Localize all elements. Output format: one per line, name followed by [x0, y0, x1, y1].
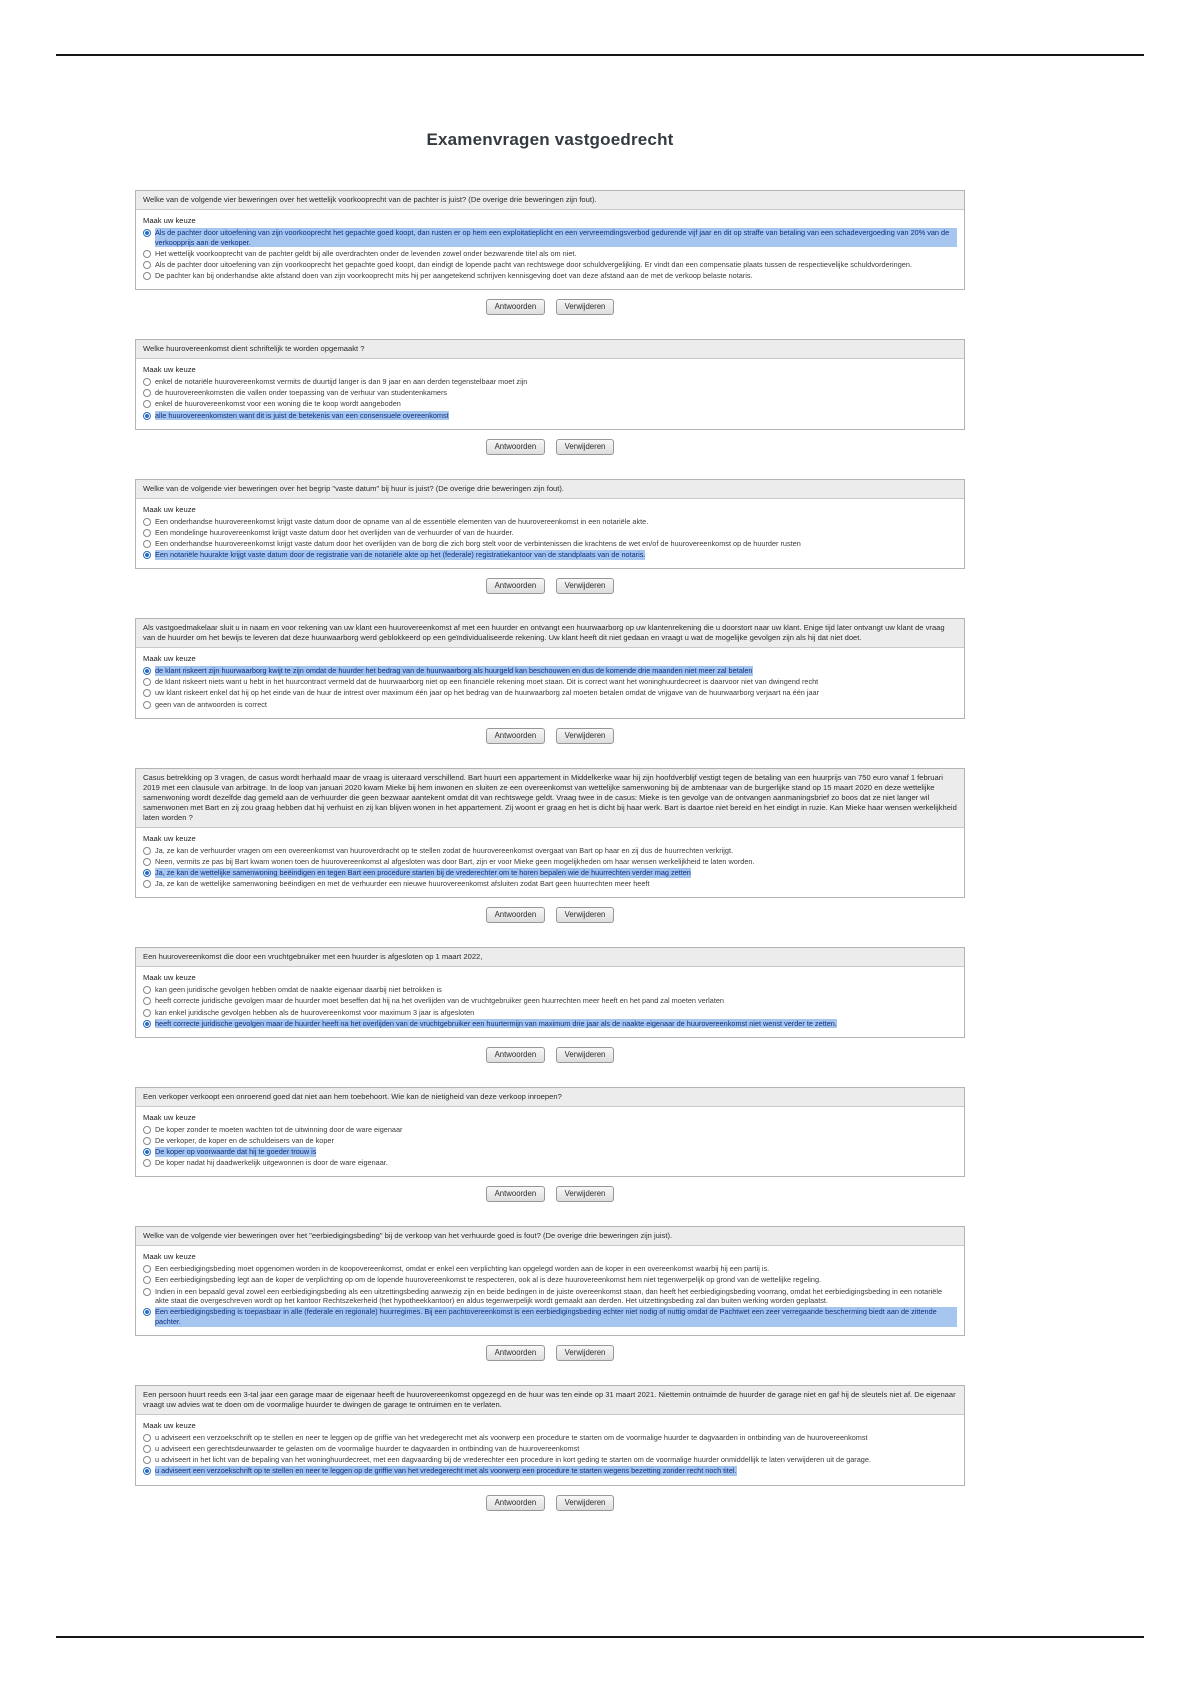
question-block — [135, 947, 965, 1038]
question-actions — [135, 436, 965, 455]
answer-option[interactable] — [143, 1455, 957, 1465]
question-unit — [135, 947, 965, 1063]
question-body — [136, 1107, 964, 1177]
answer-option[interactable] — [143, 1019, 957, 1029]
option-label: heeft correcte juridische gevolgen maar de huurder moet beseffen dat hij na het overlijden van de vruchtgebruiker geen huurrechten meer heeft en het pand zal moeten verlaten — [155, 996, 724, 1006]
question-actions — [135, 1044, 965, 1063]
option-label: Indien in een bepaald geval zowel een eerbiedigingsbeding als een uitzettingsbeding aanwezig zijn en beide bedingen in de juiste overeenkomst staan, dan heeft het eerbiedigingsbeding voorrang, omdat het eerbiedigingsbeding in een notariële akte staat die overgeschreven wordt op het kantoor Rechtszekerheid (het hypotheekkantoor) en aldus tegenwerpelijk wordt gemaakt aan derden. Het uitzettingsbeding zal dan buiten werking worden geplaatst. — [155, 1286, 943, 1306]
choice-prompt: Maak uw keuze — [143, 504, 196, 514]
option-label: De verkoper, de koper en de schuldeisers van de koper — [155, 1135, 334, 1145]
answer-option[interactable] — [143, 688, 957, 698]
answer-option[interactable] — [143, 528, 957, 538]
radio-icon[interactable] — [143, 272, 151, 280]
answer-option[interactable] — [143, 388, 957, 398]
radio-icon[interactable] — [143, 378, 151, 386]
option-label: Een mondelinge huurovereenkomst krijgt vaste datum door het overlijden van de verhuurder of van de huurder. — [155, 527, 514, 537]
radio-icon[interactable] — [143, 847, 151, 855]
delete-button[interactable]: Verwijderen — [556, 1345, 615, 1361]
answer-option[interactable] — [143, 228, 957, 247]
question-unit — [135, 1385, 965, 1511]
answer-option[interactable] — [143, 666, 957, 676]
answer-option[interactable] — [143, 550, 957, 560]
question-body — [136, 359, 964, 429]
question-actions — [135, 1492, 965, 1511]
radio-icon[interactable] — [143, 858, 151, 866]
option-label: kan enkel juridische gevolgen hebben als de huurovereenkomst voor maximum 3 jaar is afgesloten — [155, 1007, 475, 1017]
radio-icon[interactable] — [143, 1265, 151, 1273]
option-label: u adviseert een verzoekschrift op te stellen en neer te leggen op de griffie van het vredegerecht met als voorwerp een procedure te starten wegens bezetting zonder recht noch titel. — [155, 1466, 737, 1476]
answer-option[interactable] — [143, 1264, 957, 1274]
answer-option[interactable] — [143, 1158, 957, 1168]
options-group — [143, 1264, 957, 1326]
option-label: u adviseert een gerechtsdeurwaarder te gelasten om de voormalige huurder te dagvaarden in ontbinding van de huurovereenkomst — [155, 1444, 580, 1454]
radio-icon[interactable] — [143, 1009, 151, 1017]
question-text: Een huurovereenkomst die door een vruchtgebruiker met een huurder is afgesloten op 1 maart 2022, — [136, 948, 964, 967]
answer-option[interactable] — [143, 868, 957, 878]
radio-icon[interactable] — [143, 389, 151, 397]
answer-option[interactable] — [143, 377, 957, 387]
radio-selected-icon[interactable] — [143, 1467, 151, 1475]
delete-button[interactable]: Verwijderen — [556, 1186, 615, 1202]
option-label: Neen, vermits ze pas bij Bart kwam wonen toen de huurovereenkomst al afgesloten was door Bart, zijn er voor Mieke geen mogelijkheden om haar wensen werkelijkheid te laten worden. — [155, 856, 755, 866]
question-text: Welke huurovereenkomst dient schriftelijk te worden opgemaakt ? — [136, 340, 964, 359]
radio-selected-icon[interactable] — [143, 1308, 151, 1316]
option-label: Als de pachter door uitoefening van zijn voorkooprecht het gepachte goed koopt, dan rusten er op hem een exploitatieplicht en een vervreemdingsverbod gedurende vijf jaar en dit op straffe van betaling van een schadevergoeding van 20% van de verkoopprijs aan de verkoper. — [155, 228, 957, 247]
answer-button[interactable]: Antwoorden — [486, 1047, 546, 1063]
question-unit — [135, 339, 965, 455]
radio-icon[interactable] — [143, 997, 151, 1005]
question-block — [135, 768, 965, 899]
choice-prompt: Maak uw keuze — [143, 973, 196, 983]
answer-option[interactable] — [143, 1275, 957, 1285]
option-label: Een eerbiedigingsbeding is toepasbaar in alle (federale en regionale) huurregimes. Bij een pachtovereenkomst is een eerbiedigingsbeding echter niet nodig of nuttig omdat de Pachtwet een zeer verregaande bescherming biedt aan de zittende pachter. — [155, 1307, 957, 1326]
option-label: de klant riskeert niets want u hebt in het huurcontract vermeld dat de huurwaarborg niet op een financiële rekening moet staan. Dit is correct want het woninghuurdecreet is daarvoor niet van dwingend recht — [155, 677, 819, 687]
radio-selected-icon[interactable] — [143, 551, 151, 559]
radio-icon[interactable] — [143, 986, 151, 994]
page-top-rule — [56, 54, 1144, 56]
option-label: enkel de huurovereenkomst voor een woning die te koop wordt aangeboden — [155, 399, 401, 409]
question-body — [136, 648, 964, 718]
delete-button[interactable]: Verwijderen — [556, 1047, 615, 1063]
radio-icon[interactable] — [143, 1276, 151, 1284]
delete-button[interactable]: Verwijderen — [556, 439, 615, 455]
document-content — [135, 0, 965, 1511]
options-group — [143, 1433, 957, 1476]
answer-option[interactable] — [143, 857, 957, 867]
answer-option[interactable] — [143, 399, 957, 409]
answer-option[interactable] — [143, 1147, 957, 1157]
options-group — [143, 985, 957, 1028]
radio-icon[interactable] — [143, 678, 151, 686]
choice-prompt: Maak uw keuze — [143, 1252, 196, 1262]
choice-prompt: Maak uw keuze — [143, 1421, 196, 1431]
delete-button[interactable]: Verwijderen — [556, 728, 615, 744]
options-group — [143, 1125, 957, 1168]
answer-option[interactable] — [143, 1444, 957, 1454]
option-label: heeft correcte juridische gevolgen maar de huurder heeft na het overlijden van de vruchtgebruiker een huurtermijn van maximum drie jaar als de naakte eigenaar de huurovereenkomst niet wenst verder te zetten. — [155, 1018, 837, 1028]
option-label: Het wettelijk voorkooprecht van de pachter geldt bij alle overdrachten onder de levenden zowel onder bezwarende titel als om niet. — [155, 248, 577, 258]
radio-icon[interactable] — [143, 1159, 151, 1167]
question-unit — [135, 618, 965, 744]
radio-icon[interactable] — [143, 540, 151, 548]
answer-option[interactable] — [143, 1307, 957, 1326]
option-label: u adviseert in het licht van de bepaling van het woninghuurdecreet, met een dagvaarding bij de vrederechter een procedure in kort geding te starten om de voormalige huurder onmiddellijk te laten verwijderen uit de garage. — [155, 1455, 871, 1465]
choice-prompt: Maak uw keuze — [143, 654, 196, 664]
question-block — [135, 339, 965, 430]
question-text: Welke van de volgende vier beweringen over het wettelijk voorkooprecht van de pachter is juist? (De overige drie beweringen zijn fout). — [136, 191, 964, 210]
option-label: Een onderhandse huurovereenkomst krijgt vaste datum door de opname van al de essentiële elementen van de huurovereenkomst in een notariële akte. — [155, 516, 649, 526]
question-block — [135, 190, 965, 290]
answer-option[interactable] — [143, 249, 957, 259]
radio-icon[interactable] — [143, 880, 151, 888]
option-label: u adviseert een verzoekschrift op te stellen en neer te leggen op de griffie van het vredegerecht met als voorwerp een procedure te starten om de voormalige huurder te dagvaarden in ontbinding van de huurovereenkomst — [155, 1433, 868, 1443]
answer-option[interactable] — [143, 700, 957, 710]
question-body — [136, 1415, 964, 1485]
option-label: de huurovereenkomsten die vallen onder toepassing van de verhuur van studentenkamers — [155, 388, 448, 398]
answer-button[interactable]: Antwoorden — [486, 907, 546, 923]
option-label: Ja, ze kan de verhuurder vragen om een overeenkomst van huuroverdracht op te stellen zodat de huurovereenkomst overgaat van Bart op haar en zij dus de huurrechten verkrijgt. — [155, 845, 734, 855]
radio-icon[interactable] — [143, 250, 151, 258]
option-label: geen van de antwoorden is correct — [155, 699, 267, 709]
options-group — [143, 377, 957, 420]
question-actions — [135, 725, 965, 744]
option-label: kan geen juridische gevolgen hebben omdat de naakte eigenaar daarbij niet betrokken is — [155, 985, 442, 995]
page-title: Examenvragen vastgoedrecht — [426, 130, 674, 149]
question-unit — [135, 190, 965, 315]
radio-icon[interactable] — [143, 1456, 151, 1464]
answer-button[interactable]: Antwoorden — [486, 578, 546, 594]
question-list — [135, 190, 965, 1511]
option-label: Ja, ze kan de wettelijke samenwoning beëindigen en met de verhuurder een nieuwe huurovereenkomst afsluiten zodat Bart geen huurrechten meer heeft — [155, 879, 650, 889]
question-unit — [135, 768, 965, 924]
radio-icon[interactable] — [143, 518, 151, 526]
answer-button[interactable]: Antwoorden — [486, 299, 546, 315]
radio-icon[interactable] — [143, 701, 151, 709]
question-text: Welke van de volgende vier beweringen over het begrip "vaste datum" bij huur is juist? (De overige drie beweringen zijn fout). — [136, 480, 964, 499]
question-actions — [135, 1183, 965, 1202]
answer-option[interactable] — [143, 996, 957, 1006]
option-label: De koper nadat hij daadwerkelijk uitgewonnen is door de ware eigenaar. — [155, 1158, 388, 1168]
question-text: Welke van de volgende vier beweringen over het "eerbiedigingsbeding" bij de verkoop van het verhuurde goed is fout? (De overige drie beweringen zijn juist). — [136, 1227, 964, 1246]
choice-prompt: Maak uw keuze — [143, 833, 196, 843]
radio-icon[interactable] — [143, 261, 151, 269]
option-label: uw klant riskeert enkel dat hij op het einde van de huur de intrest over maximum één jaar op het bedrag van de huurwaarborg zal moeten betalen omdat de vrijgave van de huurwaarborg verjaart na één jaar — [155, 688, 820, 698]
delete-button[interactable]: Verwijderen — [556, 578, 615, 594]
option-label: De koper zonder te moeten wachten tot de uitwinning door de ware eigenaar — [155, 1124, 403, 1134]
radio-icon[interactable] — [143, 529, 151, 537]
choice-prompt: Maak uw keuze — [143, 365, 196, 375]
radio-selected-icon[interactable] — [143, 1020, 151, 1028]
answer-option[interactable] — [143, 1433, 957, 1443]
radio-icon[interactable] — [143, 1137, 151, 1145]
page-bottom-rule — [56, 1636, 1144, 1638]
option-label: Een eerbiedigingsbeding legt aan de koper de verplichting op om de lopende huurovereenkomst te respecteren, ook al is deze huurovereenkomst hem niet tegenwerpelijk op grond van de wettelijke regeling. — [155, 1275, 822, 1285]
question-body — [136, 828, 964, 898]
question-actions — [135, 575, 965, 594]
question-block — [135, 1087, 965, 1178]
option-label: Een notariële huurakte krijgt vaste datum door de registratie van de notariële akte op het (federale) registratiekantoor van de standplaats van de notaris. — [155, 550, 646, 560]
radio-icon[interactable] — [143, 400, 151, 408]
radio-selected-icon[interactable] — [143, 229, 151, 237]
radio-selected-icon[interactable] — [143, 869, 151, 877]
question-unit — [135, 479, 965, 595]
option-label: Ja, ze kan de wettelijke samenwoning beëindigen en tegen Bart een procedure starten bij de vrederechter om te horen bepalen wie de huurrechten verder mag zetten — [155, 868, 691, 878]
answer-button[interactable]: Antwoorden — [486, 1186, 546, 1202]
options-group — [143, 517, 957, 560]
radio-icon[interactable] — [143, 689, 151, 697]
option-label: Als de pachter door uitoefening van zijn voorkooprecht het gepachte goed koopt, dan eindigt de lopende pacht van rechtswege door schuldvergelijking. Er vindt dan een compensatie plaats tussen de respectievelijke schuldvorderingen. — [155, 259, 912, 269]
answer-option[interactable] — [143, 1125, 957, 1135]
answer-button[interactable]: Antwoorden — [486, 439, 546, 455]
radio-icon[interactable] — [143, 1434, 151, 1442]
option-label: De koper op voorwaarde dat hij te goeder trouw is — [155, 1147, 317, 1157]
question-text: Een verkoper verkoopt een onroerend goed dat niet aan hem toebehoort. Wie kan de nietigheid van deze verkoop inroepen? — [136, 1088, 964, 1107]
question-body — [136, 967, 964, 1037]
choice-prompt: Maak uw keuze — [143, 1112, 196, 1122]
question-body — [136, 1246, 964, 1335]
question-text: Een persoon huurt reeds een 3-tal jaar een garage maar de eigenaar heeft de huurovereenkomst opgezegd en de huur was ten einde op 31 maart 2021. Niettemin ontruimde de huurder de garage niet en gaf hij de sleutels niet af. De eigenaar vraagt uw advies wat te doen om de voormalige huurder te dwingen de garage te ontruimen en te verlaten. — [136, 1386, 964, 1415]
question-unit — [135, 1087, 965, 1203]
options-group — [143, 228, 957, 281]
answer-option[interactable] — [143, 1466, 957, 1476]
option-label: alle huurovereenkomsten want dit is juist de betekenis van een consensuele overeenkomst — [155, 410, 449, 420]
answer-button[interactable]: Antwoorden — [486, 1495, 546, 1511]
radio-icon[interactable] — [143, 1126, 151, 1134]
delete-button[interactable]: Verwijderen — [556, 299, 615, 315]
question-block — [135, 1226, 965, 1336]
question-text: Casus betrekking op 3 vragen, de casus wordt herhaald maar de vraag is uiteraard verschillend. Bart huurt een appartement in Middelkerke waar hij zijn hoofdverblijf vestigt tegen de betaling van een huurprijs van 750 euro vanaf 1 februari 2019 met een clausule van arbitrage. In de loop van januari 2020 kwam Mieke bij hem inwonen en sluiten ze een overeenkomst van wettelijke samenwoning bij de ambtenaar van de burgerlijke stand op 15 maart 2020 en deze wettelijke samenwoning wordt dezelfde dag gemeld aan de verhuurder die geen bezwaar aantekent omdat dit van rechtswege geldt. Vraag twee in de casus: Mieke is ten gevolge van de ontvangen aanmaningsbrief zo boos dat ze niet langer wil samenwonen met Bart en zij zou graag hebben dat hij verhuist en zij kan blijven wonen in het appartement. Zij woont er graag en het is dicht bij haar werk. Bart is daartoe niet bereid en het eindigt in ruzie. Kan Mieke haar wensen werkelijkheid laten worden ? — [136, 769, 964, 828]
option-label: de klant riskeert zijn huurwaarborg kwijt te zijn omdat de huurder het bedrag van de huurwaarborg als huurgeld kan beschouwen en dus de komende drie maanden niet meer zal betalen — [155, 666, 753, 676]
radio-icon[interactable] — [143, 1445, 151, 1453]
options-group — [143, 846, 957, 889]
answer-option[interactable] — [143, 271, 957, 281]
answer-option[interactable] — [143, 1136, 957, 1146]
question-text: Als vastgoedmakelaar sluit u in naam en voor rekening van uw klant een huurovereenkomst af met een huurder en ontvangt een huurwaarborg op uw klantenrekening die u doorstort naar uw klant. Enige tijd later ontvangt uw klant de vraag van de huurder om het bewijs te leveren dat deze huurwaarborg werd geblokkeerd op een geïndividualiseerde rekening. Uw klant heeft dit niet gedaan en vraagt u wat de mogelijke gevolgen zijn als hij dat niet doet. — [136, 619, 964, 648]
answer-option[interactable] — [143, 985, 957, 995]
question-block — [135, 479, 965, 570]
option-label: De pachter kan bij onderhandse akte afstand doen van zijn voorkooprecht mits hij per aangetekend schrijven kennisgeving doet van deze afstand aan de met de verkoop belaste notaris. — [155, 271, 753, 281]
option-label: Een onderhandse huurovereenkomst krijgt vaste datum door het overlijden van de borg die zich borg stelt voor de verbintenissen die krachtens de wet en/of de huurovereenkomst op de huurder rusten — [155, 538, 801, 548]
radio-selected-icon[interactable] — [143, 667, 151, 675]
delete-button[interactable]: Verwijderen — [556, 1495, 615, 1511]
answer-option[interactable] — [143, 260, 957, 270]
choice-prompt: Maak uw keuze — [143, 216, 196, 226]
answer-option[interactable] — [143, 846, 957, 856]
question-unit — [135, 1226, 965, 1361]
answer-option[interactable] — [143, 879, 957, 889]
question-actions — [135, 904, 965, 923]
question-body — [136, 499, 964, 569]
radio-selected-icon[interactable] — [143, 412, 151, 420]
answer-option[interactable] — [143, 1008, 957, 1018]
question-actions — [135, 296, 965, 315]
question-body — [136, 210, 964, 289]
option-label: Een eerbiedigingsbeding moet opgenomen worden in de koopovereenkomst, omdat er enkel een verplichting kan opgelegd worden aan de koper in een overeenkomst waarbij hij een partij is. — [155, 1264, 770, 1274]
answer-button[interactable]: Antwoorden — [486, 1345, 546, 1361]
question-block — [135, 618, 965, 719]
answer-button[interactable]: Antwoorden — [486, 728, 546, 744]
answer-option[interactable] — [143, 539, 957, 549]
delete-button[interactable]: Verwijderen — [556, 907, 615, 923]
radio-selected-icon[interactable] — [143, 1148, 151, 1156]
answer-option[interactable] — [143, 1287, 957, 1306]
answer-option[interactable] — [143, 517, 957, 527]
question-block — [135, 1385, 965, 1486]
question-actions — [135, 1342, 965, 1361]
radio-icon[interactable] — [143, 1288, 151, 1296]
answer-option[interactable] — [143, 677, 957, 687]
options-group — [143, 666, 957, 709]
answer-option[interactable] — [143, 411, 957, 421]
option-label: enkel de notariële huurovereenkomst vermits de duurtijd langer is dan 9 jaar en aan derden tegenstelbaar moet zijn — [155, 377, 528, 387]
